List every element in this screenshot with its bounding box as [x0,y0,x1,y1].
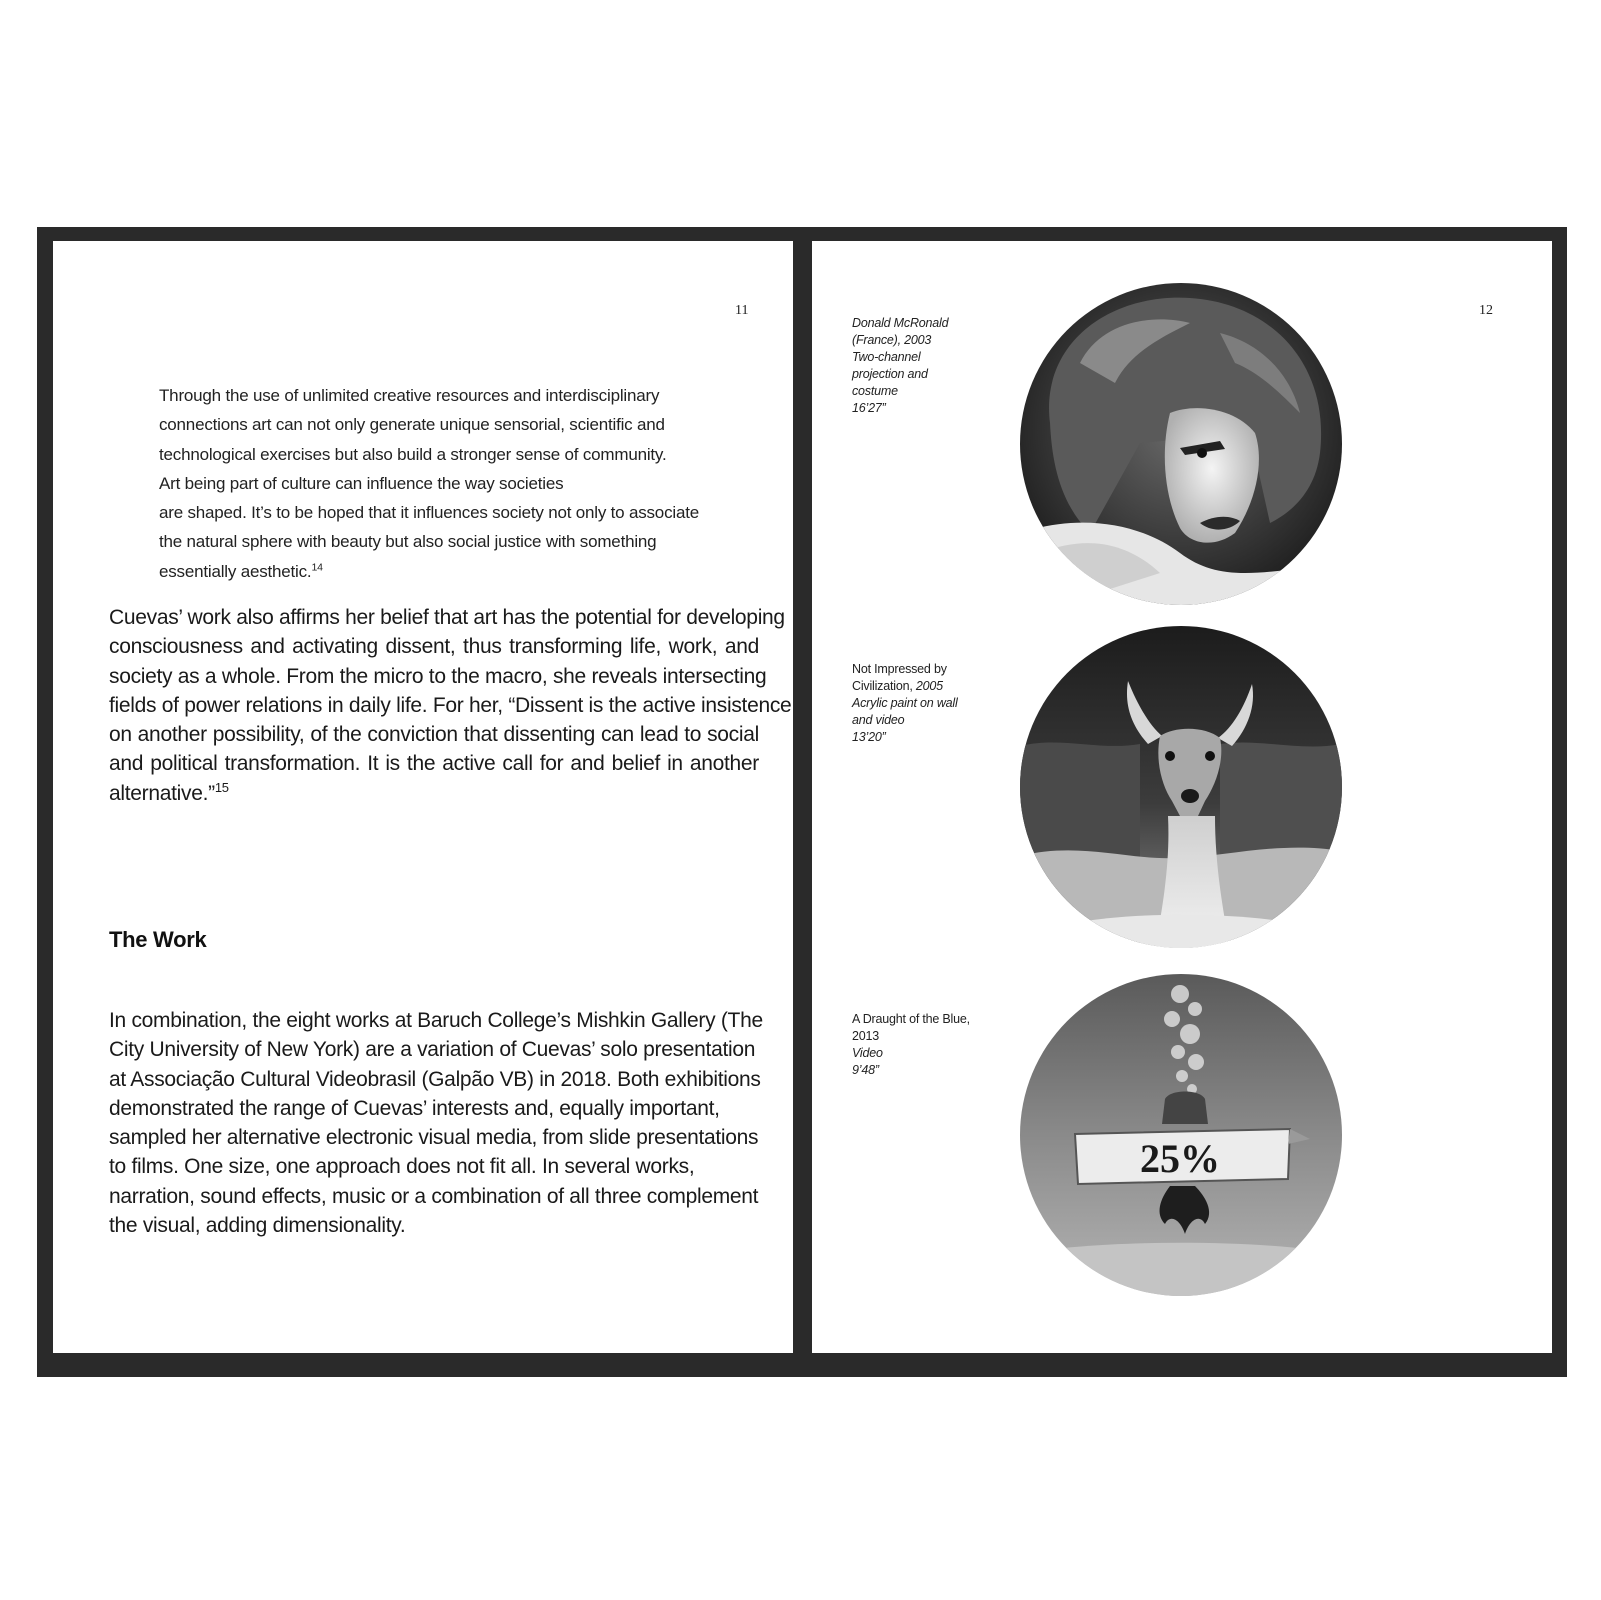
work-caption-2 [852,661,992,746]
caption-line: 16’27” [852,401,886,415]
caption-line: projection and [852,367,928,381]
caption-line: Two-channel [852,350,921,364]
clown-portrait-graphic [1020,283,1342,605]
caption-line: (France), 2003 [852,333,932,347]
caption-line: 2013 [852,1029,880,1043]
page-number-right: 12 [1479,303,1493,318]
quote-line: Art being part of culture can influence the way societies [159,473,564,493]
left-page [53,241,793,1353]
caption-line: Video [852,1046,883,1060]
block-quote [159,381,729,586]
quote-line: Through the use of unlimited creative resources and interdisciplinary [159,386,660,405]
paragraph-line-last [109,779,759,808]
paragraph-line: City University of New York) are a variation of Cuevas’ solo presentation [109,1038,756,1062]
paragraph-line: sampled her alternative electronic visual media, from slide presentations [109,1126,759,1150]
underwater-sign-graphic [1020,974,1342,1296]
caption-line-with-year [852,678,992,695]
quote-line: technological exercises but also build a stronger sense of community. [159,444,667,464]
footnote-marker: 15 [214,779,229,795]
caption-line: Acrylic paint on wall [852,696,958,710]
paragraph-line-text: alternative.” [109,781,215,805]
caption-line: and video [852,713,905,727]
paragraph-line: the visual, adding dimensionality. [109,1214,406,1238]
body-paragraph-1 [109,603,792,808]
quote-line: the natural sphere with beauty but also social justice with something [159,532,657,552]
footnote-marker: 14 [311,561,323,574]
work-caption-1 [852,315,992,417]
deer-image [1020,626,1342,948]
right-page [812,241,1552,1353]
body-paragraph-2 [109,1006,763,1240]
paragraph-line: consciousness and activating dissent, thus transforming life, work, and [109,635,759,659]
section-heading: The Work [109,927,207,952]
paragraph-line: narration, sound effects, music or a combination of all three complement [109,1184,759,1208]
sign-text: 25% [1140,1136,1220,1181]
caption-line: Not Impressed by [852,662,947,676]
clown-portrait-image [1020,283,1342,605]
caption-line: costume [852,384,898,398]
underwater-sign-image [1020,974,1342,1296]
work-caption-3 [852,1011,992,1079]
caption-year: 2005 [915,679,943,693]
quote-line: are shaped. It’s to be hoped that it influences society not only to associate [159,503,699,523]
quote-line-last [159,557,729,586]
book-spread [37,227,1567,1377]
caption-line-text: Civilization, [852,679,913,693]
quote-line-text: essentially aesthetic. [159,561,312,581]
paragraph-line: to films. One size, one approach does not fit all. In several works, [109,1155,695,1179]
deer-graphic [1020,626,1342,948]
paragraph-line: Cuevas’ work also affirms her belief that art has the potential for developing [109,606,785,629]
paragraph-line: at Associação Cultural Videobrasil (Galpão VB) in 2018. Both exhibitions [109,1067,761,1091]
quote-line: connections art can not only generate unique sensorial, scientific and [159,415,665,435]
paragraph-line: and political transformation. It is the active call for and belief in another [109,752,759,776]
caption-line: 9’48” [852,1063,879,1077]
caption-line: Donald McRonald [852,316,949,330]
caption-line: 13’20” [852,730,886,744]
paragraph-line: society as a whole. From the micro to the macro, she reveals intersecting [109,664,767,688]
paragraph-line: on another possibility, of the conviction that dissenting can lead to social [109,723,759,747]
page-number-left: 11 [735,303,749,318]
caption-line: A Draught of the Blue, [852,1012,970,1026]
paragraph-line: In combination, the eight works at Baruch College’s Mishkin Gallery (The [109,1009,763,1032]
paragraph-line: fields of power relations in daily life. For her, “Dissent is the active insistence [109,693,792,717]
paragraph-line: demonstrated the range of Cuevas’ interests and, equally important, [109,1096,720,1120]
